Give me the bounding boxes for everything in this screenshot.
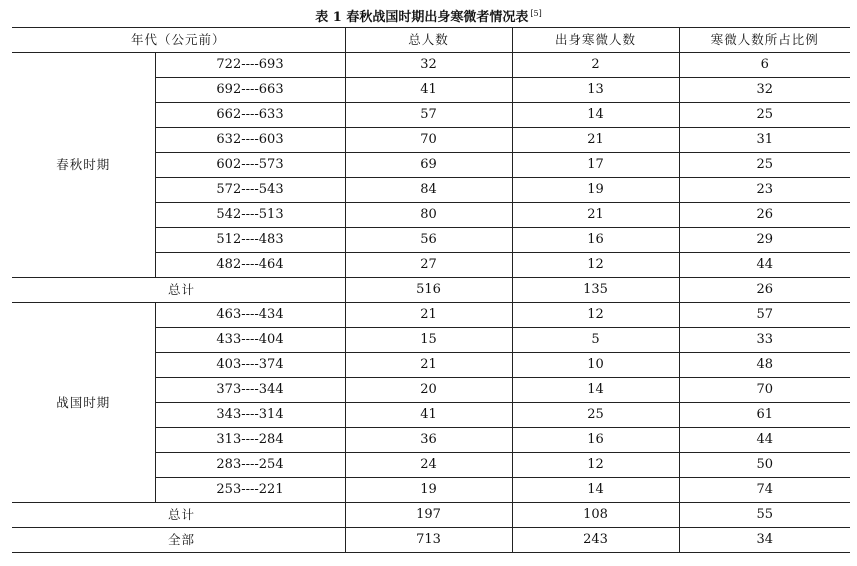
total-cell: 41 xyxy=(345,403,512,428)
group-label: 春秋时期 xyxy=(56,157,111,172)
total-cell: 20 xyxy=(345,378,512,403)
grand-total-label: 全部 xyxy=(12,528,345,553)
total-cell: 27 xyxy=(345,253,512,278)
humble-cell: 12 xyxy=(512,303,679,328)
total-cell: 41 xyxy=(345,78,512,103)
grand-total-ratio: 34 xyxy=(679,528,850,553)
ratio-cell: 61 xyxy=(679,403,850,428)
humble-cell: 5 xyxy=(512,328,679,353)
header-period: 年代（公元前） xyxy=(12,28,345,53)
period-cell: 542----513 xyxy=(155,203,345,228)
ratio-cell: 6 xyxy=(679,53,850,78)
humble-cell: 16 xyxy=(512,228,679,253)
subtotal-ratio: 26 xyxy=(679,278,850,303)
grand-total-total: 713 xyxy=(345,528,512,553)
ratio-cell: 57 xyxy=(679,303,850,328)
ratio-cell: 26 xyxy=(679,203,850,228)
humble-cell: 14 xyxy=(512,378,679,403)
humble-cell: 21 xyxy=(512,203,679,228)
ratio-cell: 44 xyxy=(679,428,850,453)
total-cell: 84 xyxy=(345,178,512,203)
total-cell: 70 xyxy=(345,128,512,153)
ratio-cell: 33 xyxy=(679,328,850,353)
table-row xyxy=(12,53,850,78)
ratio-cell: 31 xyxy=(679,128,850,153)
group-label: 战国时期 xyxy=(56,394,111,410)
humble-cell: 12 xyxy=(512,453,679,478)
header-total: 总人数 xyxy=(345,28,512,53)
total-cell: 57 xyxy=(345,103,512,128)
period-cell: 253----221 xyxy=(155,478,345,503)
humble-cell: 16 xyxy=(512,428,679,453)
ratio-cell: 25 xyxy=(679,103,850,128)
humble-cell: 17 xyxy=(512,153,679,178)
data-table xyxy=(12,27,850,553)
humble-cell: 25 xyxy=(512,403,679,428)
period-cell: 482----464 xyxy=(155,253,345,278)
header-row xyxy=(12,28,850,53)
subtotal-total: 197 xyxy=(345,503,512,528)
period-cell: 692----663 xyxy=(155,78,345,103)
period-cell: 572----543 xyxy=(155,178,345,203)
humble-cell: 2 xyxy=(512,53,679,78)
humble-cell: 13 xyxy=(512,78,679,103)
ratio-cell: 23 xyxy=(679,178,850,203)
subtotal-label: 总计 xyxy=(12,278,345,303)
subtotal-total: 516 xyxy=(345,278,512,303)
subtotal-row xyxy=(12,503,850,528)
total-cell: 36 xyxy=(345,428,512,453)
period-cell: 632----603 xyxy=(155,128,345,153)
period-cell: 283----254 xyxy=(155,453,345,478)
subtotal-humble: 108 xyxy=(512,503,679,528)
total-cell: 19 xyxy=(345,478,512,503)
period-cell: 403----374 xyxy=(155,353,345,378)
table-body xyxy=(12,53,850,553)
header-ratio: 寒微人数所占比例 xyxy=(679,28,850,53)
period-cell: 313----284 xyxy=(155,428,345,453)
header-humble: 出身寒微人数 xyxy=(512,28,679,53)
total-cell: 24 xyxy=(345,453,512,478)
ratio-cell: 29 xyxy=(679,228,850,253)
period-cell: 463----434 xyxy=(155,303,345,328)
total-cell: 21 xyxy=(345,303,512,328)
ratio-cell: 44 xyxy=(679,253,850,278)
humble-cell: 10 xyxy=(512,353,679,378)
ratio-cell: 25 xyxy=(679,153,850,178)
subtotal-label: 总计 xyxy=(12,503,345,528)
period-cell: 343----314 xyxy=(155,403,345,428)
period-cell: 722----693 xyxy=(155,53,345,78)
humble-cell: 14 xyxy=(512,103,679,128)
total-cell: 21 xyxy=(345,353,512,378)
ratio-cell: 74 xyxy=(679,478,850,503)
humble-cell: 14 xyxy=(512,478,679,503)
period-cell: 662----633 xyxy=(155,103,345,128)
grand-total-humble: 243 xyxy=(512,528,679,553)
humble-cell: 21 xyxy=(512,128,679,153)
table-row xyxy=(12,303,850,328)
total-cell: 80 xyxy=(345,203,512,228)
subtotal-humble: 135 xyxy=(512,278,679,303)
period-cell: 433----404 xyxy=(155,328,345,353)
table-caption xyxy=(0,4,857,28)
subtotal-ratio: 55 xyxy=(679,503,850,528)
period-cell: 512----483 xyxy=(155,228,345,253)
total-cell: 69 xyxy=(345,153,512,178)
ratio-cell: 48 xyxy=(679,353,850,378)
ratio-cell: 70 xyxy=(679,378,850,403)
period-cell: 602----573 xyxy=(155,153,345,178)
humble-cell: 19 xyxy=(512,178,679,203)
ratio-cell: 50 xyxy=(679,453,850,478)
total-cell: 15 xyxy=(345,328,512,353)
humble-cell: 12 xyxy=(512,253,679,278)
ratio-cell: 32 xyxy=(679,78,850,103)
grand-total-row xyxy=(12,528,850,553)
citation-ref: [5] xyxy=(530,9,542,18)
period-cell: 373----344 xyxy=(155,378,345,403)
total-cell: 32 xyxy=(345,53,512,78)
subtotal-row xyxy=(12,278,850,303)
table-title: 表 1 春秋战国时期出身寒微者情况表 xyxy=(315,10,529,25)
total-cell: 56 xyxy=(345,228,512,253)
